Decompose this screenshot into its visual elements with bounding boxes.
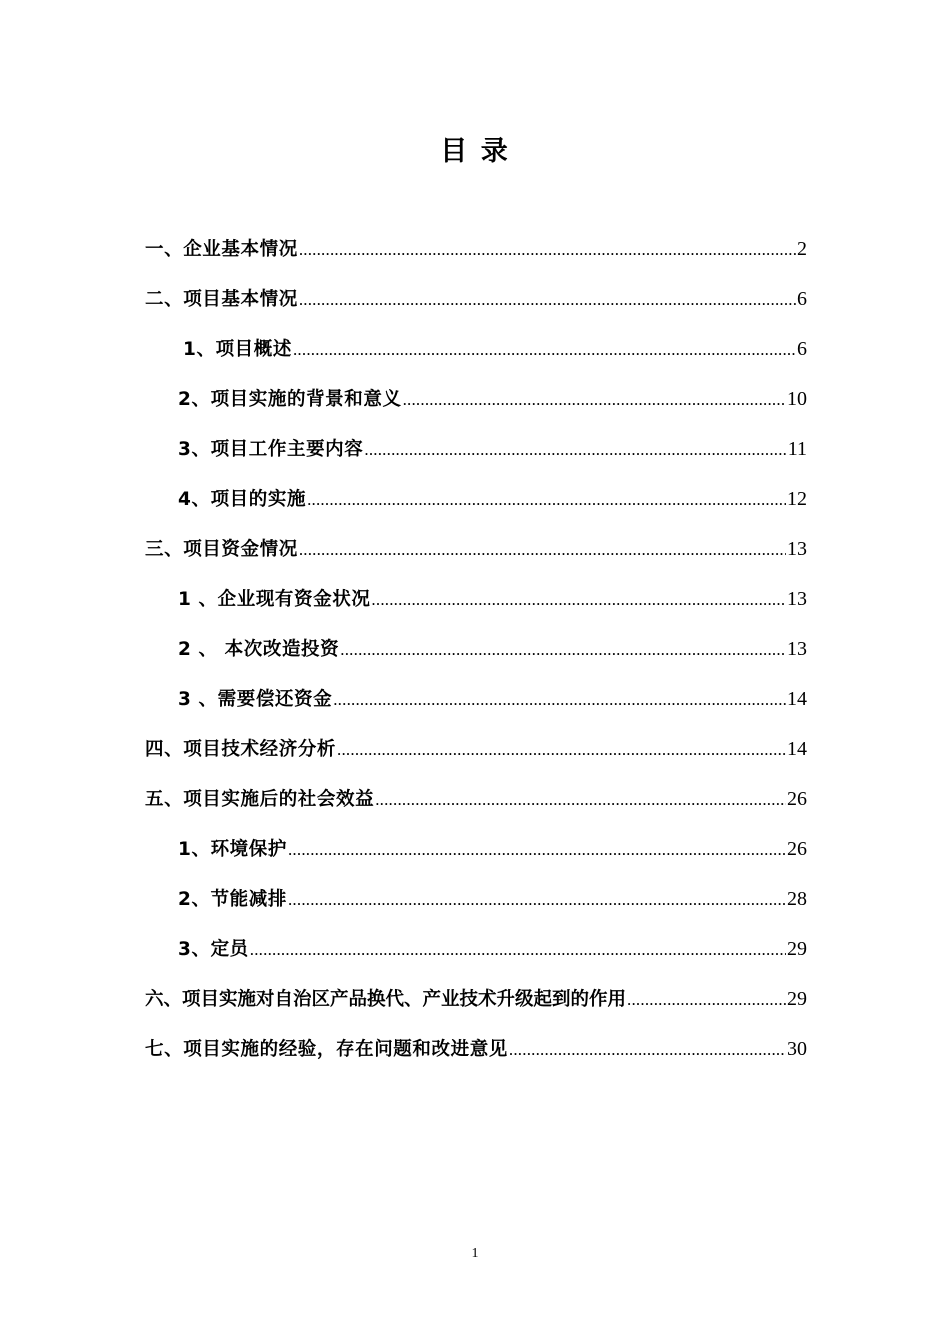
toc-entry-label: 五、项目实施后的社会效益 <box>145 789 375 810</box>
toc-entry[interactable] <box>145 780 807 830</box>
toc-entry-page: 28 <box>787 888 807 910</box>
table-of-contents <box>145 230 807 1080</box>
toc-leader-dots <box>627 981 786 1019</box>
toc-entry[interactable] <box>145 230 807 280</box>
toc-entry-label: 3、定员 <box>178 939 249 960</box>
toc-entry-label: 2、项目实施的背景和意义 <box>178 389 402 410</box>
toc-entry-label: 七、项目实施的经验，存在问题和改进意见 <box>145 1039 508 1060</box>
toc-leader-dots <box>299 531 786 569</box>
toc-entry-page: 14 <box>787 738 807 760</box>
toc-entry-page: 13 <box>787 638 807 660</box>
toc-entry-label: 1、项目概述 <box>183 339 292 360</box>
toc-entry-label: 六、项目实施对自治区产品换代、产业技术升级起到的作用 <box>145 989 627 1010</box>
toc-entry-label: 四、项目技术经济分析 <box>145 739 337 760</box>
toc-entry-page: 26 <box>787 838 807 860</box>
toc-leader-dots <box>403 381 786 419</box>
toc-subentry[interactable] <box>145 480 807 530</box>
toc-subentry[interactable] <box>145 630 807 680</box>
toc-entry-page: 13 <box>787 538 807 560</box>
toc-entry-page: 10 <box>787 388 807 410</box>
toc-entry-label: 4、项目的实施 <box>178 489 307 510</box>
toc-subentry[interactable] <box>145 330 807 380</box>
toc-entry-page: 12 <box>787 488 807 510</box>
page-number: 1 <box>471 1246 479 1261</box>
toc-entry[interactable] <box>145 530 807 580</box>
toc-entry[interactable] <box>145 980 807 1030</box>
toc-leader-dots <box>288 831 786 869</box>
toc-entry-label: 三、项目资金情况 <box>145 539 298 560</box>
toc-entry-label: 2 、 本次改造投资 <box>178 639 340 660</box>
toc-subentry[interactable] <box>145 930 807 980</box>
toc-entry-page: 14 <box>787 688 807 710</box>
toc-leader-dots <box>340 631 786 669</box>
toc-entry-page: 13 <box>787 588 807 610</box>
toc-leader-dots <box>509 1031 786 1069</box>
toc-entry-label: 3 、需要偿还资金 <box>178 689 333 710</box>
toc-entry-page: 6 <box>797 338 807 360</box>
toc-leader-dots <box>337 731 786 769</box>
toc-subentry[interactable] <box>145 680 807 730</box>
toc-leader-dots <box>293 331 796 369</box>
toc-leader-dots <box>288 881 786 919</box>
toc-entry[interactable] <box>145 1030 807 1080</box>
toc-leader-dots <box>307 481 786 519</box>
page-title: 目 录 <box>440 136 510 167</box>
toc-entry[interactable] <box>145 280 807 330</box>
toc-entry-label: 2、节能减排 <box>178 889 287 910</box>
toc-entry-page: 6 <box>797 288 807 310</box>
toc-entry-page: 29 <box>787 988 807 1010</box>
toc-entry-page: 11 <box>787 438 807 460</box>
toc-leader-dots <box>371 581 786 619</box>
toc-entry-label: 3、项目工作主要内容 <box>178 439 364 460</box>
toc-subentry[interactable] <box>145 380 807 430</box>
toc-subentry[interactable] <box>145 430 807 480</box>
toc-entry[interactable] <box>145 730 807 780</box>
toc-leader-dots <box>333 681 786 719</box>
toc-leader-dots <box>250 931 786 969</box>
toc-entry-label: 1 、企业现有资金状况 <box>178 589 371 610</box>
toc-subentry[interactable] <box>145 880 807 930</box>
toc-entry-page: 2 <box>797 238 807 260</box>
toc-leader-dots <box>364 431 786 469</box>
toc-entry-page: 29 <box>787 938 807 960</box>
toc-entry-page: 30 <box>787 1038 807 1060</box>
toc-entry-label: 二、项目基本情况 <box>145 289 298 310</box>
toc-leader-dots <box>375 781 786 819</box>
toc-entry-page: 26 <box>787 788 807 810</box>
toc-subentry[interactable] <box>145 580 807 630</box>
toc-leader-dots <box>299 281 796 319</box>
toc-subentry[interactable] <box>145 830 807 880</box>
toc-leader-dots <box>299 231 796 269</box>
toc-entry-label: 1、环境保护 <box>178 839 287 860</box>
toc-entry-label: 一、企业基本情况 <box>145 239 298 260</box>
